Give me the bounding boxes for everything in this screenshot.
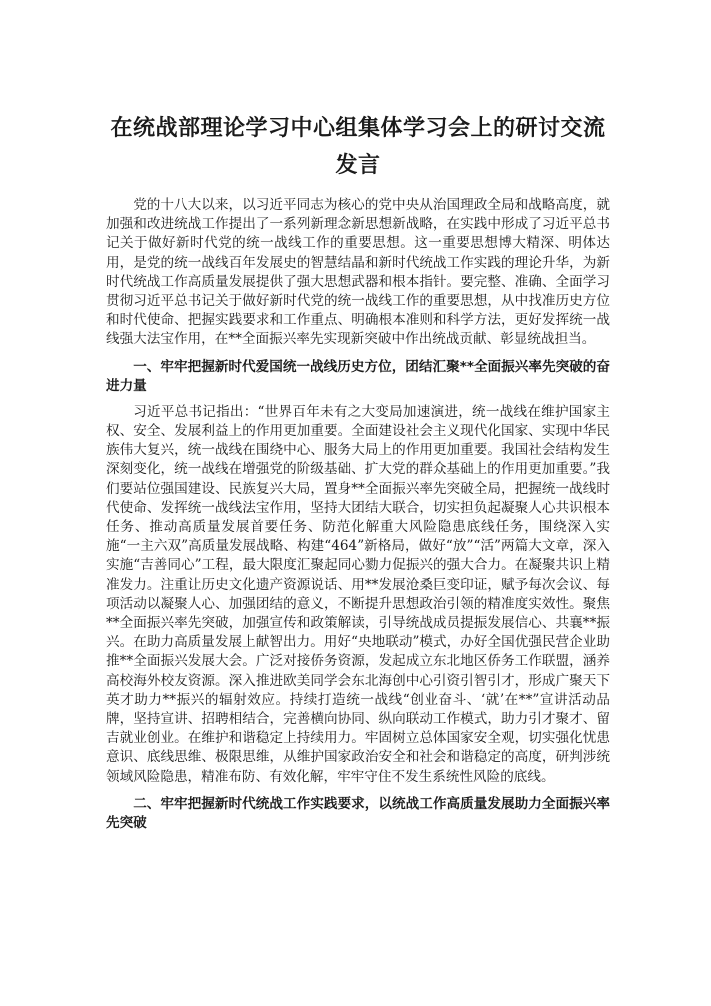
intro-paragraph: 党的十八大以来，以习近平同志为核心的党中央从治国理政全局和战略高度，就加强和改进统战工作提出了一系列新理念新思想新战略，在实践中形成了习近平总书记关于做好新时代党的统一战线工作的重要思想。这一重要思想博大精深、明体达用，是党的统一战线百年发展史的智慧结晶和新时代统战工作实践的理论升华，为新时代统战工作高质量发展提供了强大思想武器和根本指针。要完整、准确、全面学习贯彻习近平总书记关于做好新时代党的统一战线工作的重要思想，从中找准历史方位和时代使命、把握实践要求和工作重点、明确根本准则和科学方法，更好发挥统一战线强大法宝作用，在**全面振兴率先实现新突破中作出统战贡献、彰显统战担当。 [106,197,610,348]
section-2-heading: 二、牢牢把握新时代统战工作实践要求，以统战工作高质量发展助力全面振兴率先突破 [106,795,610,832]
document-title: 在统战部理论学习中心组集体学习会上的研讨交流发言 [110,116,606,178]
document-page [106,110,610,840]
section-1-paragraph: 习近平总书记指出：“世界百年未有之大变局加速演进，统一战线在维护国家主权、安全、发展利益上的作用更加重要。全面建设社会主义现代化国家、实现中华民族伟大复兴，统一战线在围绕中心、服务大局上的作用更加重要。我国社会结构发生深刻变化，统一战线在增强党的阶级基础、扩大党的群众基础上的作用更加重要。”我们要站位强国建设、民族复兴大局，置身**全面振兴率先突破全局，把握统一战线时代使命、发挥统一战线法宝作用，坚持大团结大联合，切实担负起凝聚人心共识根本任务、推动高质量发展首要任务、防范化解重大风险隐患底线任务，围绕深入实施“一主六双”高质量发展战略、构建“464”新格局，做好“放”“活”两篇大文章，深入实施“吉善同心”工程，最大限度汇聚起同心勠力促振兴的强大合力。在凝聚共识上精准发力。注重让历史文化遗产资源说话、用**发展沧桑巨变印证，赋予每次会议、每项活动以凝聚人心、加强团结的意义，不断提升思想政治引领的精准度实效性。聚焦**全面振兴率先突破，加强宣传和政策解读，引导统战成员提振发展信心、共襄**振兴。在助力高质量发展上献智出力。用好“央地联动”模式，办好全国优强民营企业助推**全面振兴发展大会。广泛对接侨务资源，发起成立东北地区侨务工作联盟，涵养高校海外校友资源。深入推进欧美同学会东北海创中心引资引智引才，形成广聚天下英才助力**振兴的辐射效应。持续打造统一战线“创业奋斗、‘就’在**”宣讲活动品牌，坚持宣讲、招聘相结合，完善横向协同、纵向联动工作模式，助力引才聚才、留吉就业创业。在维护和谐稳定上持续用力。牢固树立总体国家安全观，切实强化忧患意识、底线思维、极限思维，从维护国家政治安全和社会和谐稳定的高度，研判涉统领域风险隐患，精准布防、有效化解，牢牢守住不发生系统性风险的底线。 [106,403,610,785]
section-1-heading: 一、牢牢把握新时代爱国统一战线历史方位，团结汇聚**全面振兴率先突破的奋进力量 [106,358,610,395]
